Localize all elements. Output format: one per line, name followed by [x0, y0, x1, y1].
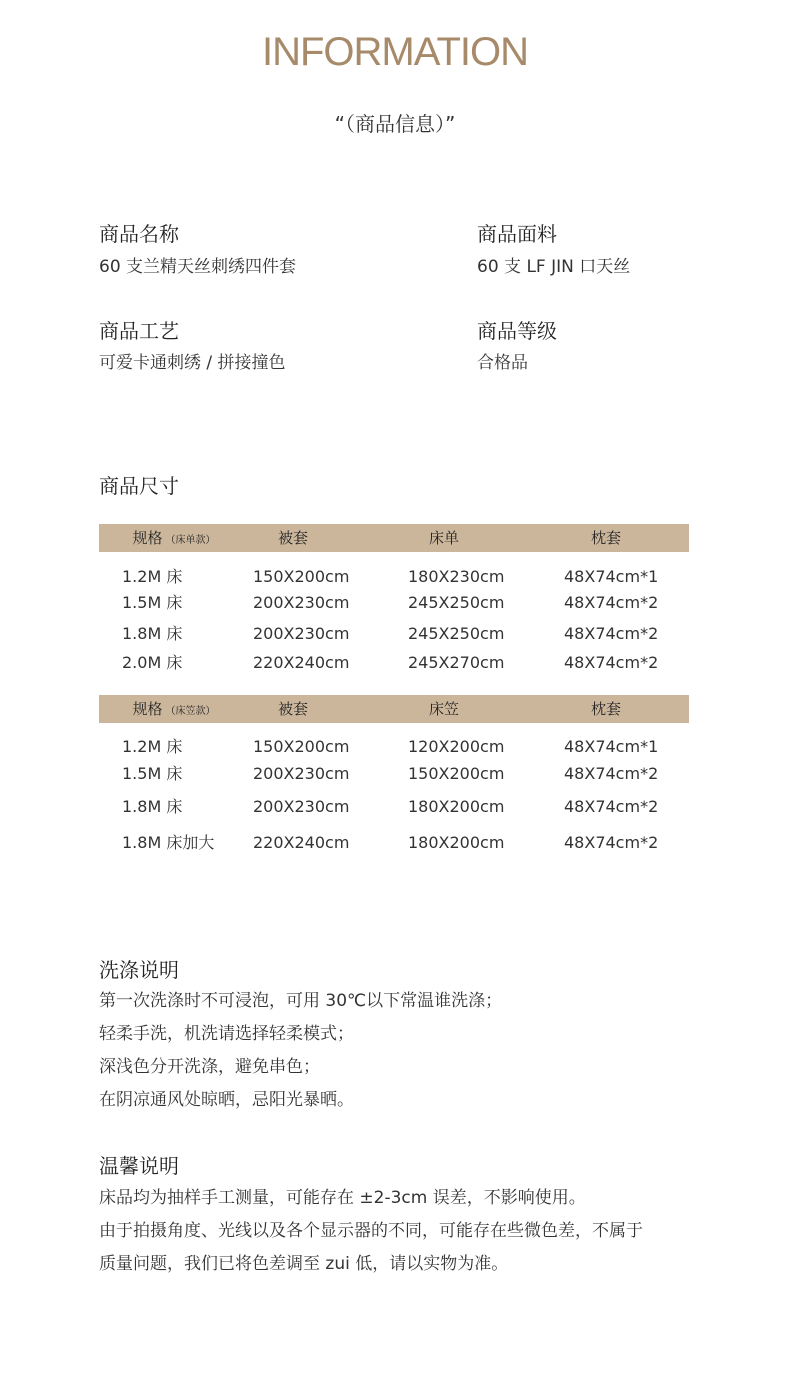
cell-pillowcase: 48X74cm*2 — [564, 653, 659, 672]
cell-spec: 1.5M 床 — [122, 593, 183, 612]
fitted-table-header — [99, 695, 689, 723]
header-spec — [99, 524, 249, 552]
product-craft-label: 商品工艺 — [99, 319, 179, 343]
cell-spec: 1.8M 床 — [122, 797, 183, 816]
cell-pillowcase: 48X74cm*2 — [564, 797, 659, 816]
product-fabric-value: 60 支 LF JIN 口天丝 — [477, 257, 631, 277]
washing-line: 轻柔手洗，机洗请选择轻柔模式； — [99, 1024, 354, 1044]
washing-line: 第一次洗涤时不可浸泡，可用 30℃以下常温谁洗涤； — [99, 991, 503, 1011]
cell-fitted-sheet: 180X200cm — [408, 797, 505, 816]
header-duvet: 被套 — [277, 529, 308, 547]
cell-spec: 1.2M 床 — [122, 567, 183, 586]
cell-sheet: 245X250cm — [408, 593, 505, 612]
washing-line: 在阴凉通风处晾晒，忌阳光暴晒。 — [99, 1090, 354, 1110]
product-name-label: 商品名称 — [99, 222, 179, 246]
header-spec-note: （床单款） — [165, 535, 216, 546]
cell-pillowcase: 48X74cm*2 — [564, 593, 659, 612]
cell-fitted-sheet: 120X200cm — [408, 737, 505, 756]
cell-sheet: 245X270cm — [408, 653, 505, 672]
product-name-value: 60 支兰精天丝刺绣四件套 — [99, 257, 297, 277]
size-heading: 商品尺寸 — [99, 474, 179, 498]
cell-pillowcase: 48X74cm*2 — [564, 764, 659, 783]
header-duvet: 被套 — [277, 700, 308, 718]
cell-spec: 1.8M 床加大 — [122, 833, 215, 852]
cell-duvet: 200X230cm — [253, 764, 350, 783]
cell-fitted-sheet: 180X200cm — [408, 833, 505, 852]
header-pillowcase: 枕套 — [590, 529, 621, 547]
header-pillowcase: 枕套 — [590, 700, 621, 718]
cell-spec: 1.5M 床 — [122, 764, 183, 783]
cell-duvet: 200X230cm — [253, 797, 350, 816]
notice-line: 质量问题，我们已将色差调至 zui 低，请以实物为准。 — [99, 1254, 509, 1274]
cell-pillowcase: 48X74cm*2 — [564, 833, 659, 852]
header-spec-label: 规格 — [132, 700, 163, 718]
cell-spec: 1.8M 床 — [122, 624, 183, 643]
product-grade-value: 合格品 — [477, 353, 528, 373]
sheet-table-header — [99, 524, 689, 552]
page-title: INFORMATION — [261, 30, 528, 74]
cell-spec: 1.2M 床 — [122, 737, 183, 756]
cell-duvet: 150X200cm — [253, 737, 350, 756]
cell-pillowcase: 48X74cm*1 — [564, 737, 659, 756]
notice-line: 床品均为抽样手工测量，可能存在 ±2-3cm 误差，不影响使用。 — [99, 1188, 586, 1208]
cell-duvet: 200X230cm — [253, 593, 350, 612]
notice-line: 由于拍摄角度、光线以及各个显示器的不同，可能存在些微色差，不属于 — [99, 1221, 643, 1241]
cell-sheet: 245X250cm — [408, 624, 505, 643]
cell-duvet: 200X230cm — [253, 624, 350, 643]
cell-pillowcase: 48X74cm*2 — [564, 624, 659, 643]
notice-heading: 温馨说明 — [99, 1154, 179, 1178]
product-grade-label: 商品等级 — [477, 319, 557, 343]
washing-line: 深浅色分开洗涤，避免串色； — [99, 1057, 320, 1077]
cell-sheet: 180X230cm — [408, 567, 505, 586]
header-sheet: 床单 — [428, 529, 459, 547]
page-subtitle: “（商品信息）” — [334, 112, 456, 136]
cell-duvet: 220X240cm — [253, 833, 350, 852]
header-spec-label: 规格 — [132, 529, 163, 547]
product-fabric-label: 商品面料 — [477, 222, 557, 246]
product-craft-value: 可爱卡通刺绣 / 拼接撞色 — [99, 353, 286, 373]
cell-spec: 2.0M 床 — [122, 653, 183, 672]
washing-heading: 洗涤说明 — [99, 958, 179, 982]
header-spec — [99, 695, 249, 723]
cell-fitted-sheet: 150X200cm — [408, 764, 505, 783]
header-fitted-sheet: 床笠 — [428, 700, 459, 718]
cell-duvet: 220X240cm — [253, 653, 350, 672]
header-spec-note: （床笠款） — [165, 706, 216, 717]
cell-duvet: 150X200cm — [253, 567, 350, 586]
cell-pillowcase: 48X74cm*1 — [564, 567, 659, 586]
